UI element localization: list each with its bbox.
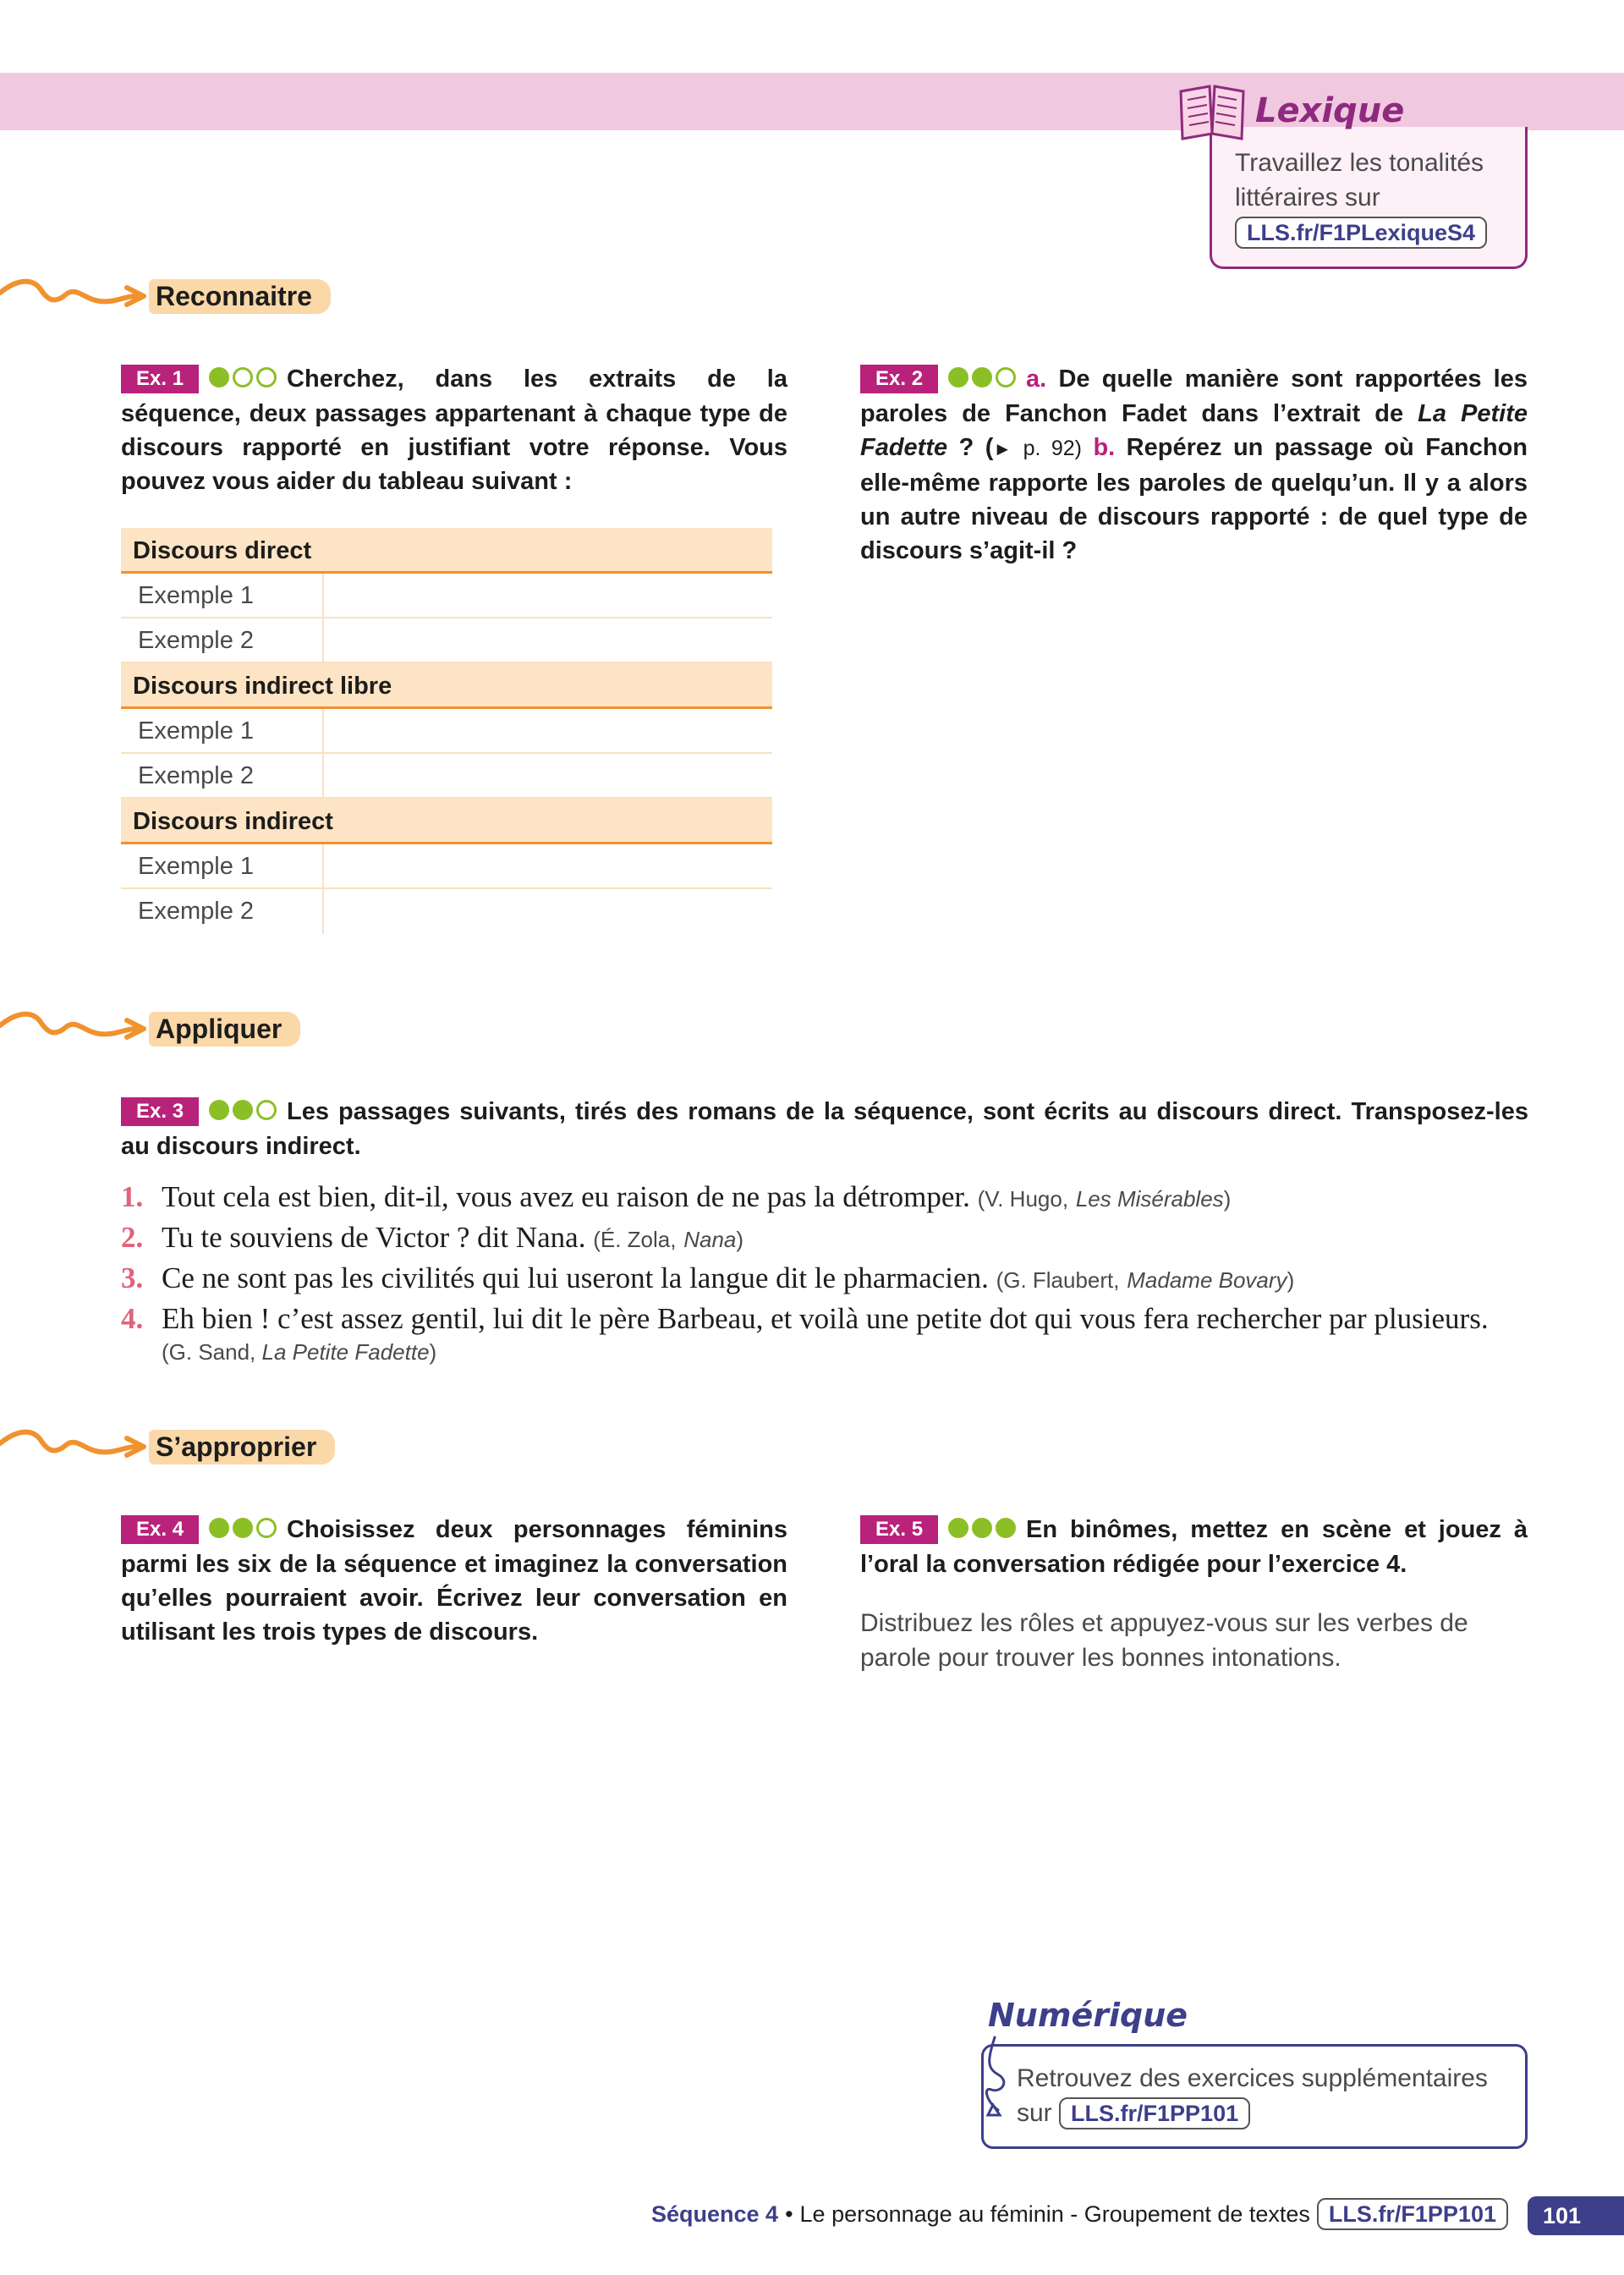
dot-filled: [233, 1518, 253, 1538]
table-row: [121, 844, 772, 889]
dot-filled: [209, 1518, 229, 1538]
exercise-text: De quelle manière sont rapportées les paroles de Fanchon Fadet dans l’extrait de: [860, 365, 1528, 427]
quote-text: Ce ne sont pas les civilités qui lui useront la langue dit le pharmacien.: [162, 1261, 989, 1294]
exercise-5-tip: Distribuez les rôles et appuyez-vous sur les verbes de parole pour trouver les bonnes intonations.: [860, 1609, 1468, 1672]
dot-empty: [233, 367, 253, 387]
list-item: [121, 1259, 1528, 1300]
list-item: [121, 1178, 1528, 1218]
table-row-label: Exemple 2: [121, 889, 324, 934]
question-letter-b: b.: [1093, 434, 1116, 461]
quote-text: Tu te souviens de Victor ? dit Nana.: [162, 1221, 586, 1254]
exercise-text: ): [1074, 437, 1082, 460]
exercise-4: [121, 1513, 787, 1649]
lexique-description: Travaillez les tonalités littéraires sur: [1235, 149, 1484, 212]
arrow-icon: ►: [993, 438, 1012, 459]
section-appliquer: [0, 1003, 300, 1054]
book-title: La Petite Fadette: [860, 400, 1528, 461]
table-row: [121, 754, 772, 799]
exercise-1: [121, 362, 787, 498]
table-group-head: Discours direct: [121, 528, 772, 574]
lexique-text: [1235, 146, 1514, 250]
quote-text: Tout cela est bien, dit-il, vous avez eu raison de ne pas la détromper.: [162, 1180, 970, 1213]
section-reconnaitre: [0, 271, 331, 321]
exercise-text: Repérez un passage où Fanchon elle-même rapporte les paroles de quelqu’un. Il y a alors un autre niveau de discours rapporté : de quel type de discours s’agit-il ?: [860, 434, 1528, 564]
table-row-blank: [324, 709, 772, 752]
lexique-link[interactable]: LLS.fr/F1PLexiqueS4: [1235, 217, 1487, 249]
quote-source-line: [162, 1338, 1489, 1366]
dot-empty: [256, 1100, 277, 1120]
table-row-blank: [324, 844, 772, 887]
list-text-wrap: [162, 1178, 1231, 1218]
question-letter-a: a.: [1026, 365, 1047, 393]
quote-author: (É. Zola,: [593, 1227, 677, 1252]
exercise-tag: Ex. 3: [121, 1097, 199, 1126]
difficulty-dots: [948, 1514, 1019, 1547]
quote-close: ): [1223, 1186, 1232, 1212]
exercise-text: Les passages suivants, tirés des romans de la séquence, sont écrits au discours direct. Transposez-les au discours indirect.: [121, 1098, 1528, 1160]
table-row: [121, 889, 772, 934]
exercise-tag: Ex. 1: [121, 365, 199, 393]
section-label: Reconnaitre: [149, 279, 331, 314]
hook-icon: [976, 2034, 1018, 2127]
page-reference[interactable]: p. 92: [1023, 437, 1075, 460]
squiggle-arrow-icon: [0, 271, 152, 321]
list-item: [121, 1218, 1528, 1259]
quote-list: [121, 1178, 1528, 1366]
book-icon: [1176, 80, 1248, 142]
table-row-label: Exemple 2: [121, 754, 324, 797]
list-text-wrap: [162, 1300, 1489, 1366]
exercise-text: Cherchez, dans les extraits de la séquence, deux passages appartenant à chaque type de discours rapporté en justifiant votre réponse. Vous pouvez vous aider du tableau suivant :: [121, 365, 787, 495]
dot-filled: [972, 367, 992, 387]
table-row-label: Exemple 1: [121, 574, 324, 617]
table-row: [121, 574, 772, 618]
dot-filled: [948, 1518, 968, 1538]
quote-work: La Petite Fadette: [261, 1339, 430, 1365]
numerique-title: Numérique: [988, 1997, 1188, 2034]
exercise-text: ? (: [958, 434, 994, 461]
table-group-head: Discours indirect libre: [121, 663, 772, 709]
dot-filled: [209, 367, 229, 387]
list-item: [121, 1300, 1528, 1366]
exercise-5: [860, 1513, 1528, 1581]
table-row-label: Exemple 1: [121, 844, 324, 887]
dot-filled: [996, 1518, 1016, 1538]
footer-bullet: •: [785, 2201, 793, 2227]
dot-empty: [256, 1518, 277, 1538]
difficulty-dots: [209, 1096, 280, 1129]
quote-author: (V. Hugo,: [977, 1186, 1069, 1212]
lexique-header: [1176, 80, 1404, 142]
dot-empty: [996, 367, 1016, 387]
table-row-blank: [324, 889, 772, 934]
numerique-text: [1017, 2061, 1524, 2130]
discourse-table: [121, 528, 772, 934]
section-label: S’approprier: [149, 1430, 335, 1464]
table-row: [121, 618, 772, 663]
footer-link[interactable]: LLS.fr/F1PP101: [1317, 2198, 1508, 2230]
numerique-description: Retrouvez des exercices supplémentaires sur: [1017, 2064, 1488, 2127]
list-text-wrap: [162, 1218, 743, 1259]
difficulty-dots: [209, 363, 280, 397]
exercise-text: Choisissez deux personnages féminins parmi les six de la séquence et imaginez la conversation qu’elles pourraient avoir. Écrivez leur conversation en utilisant les trois types de discours.: [121, 1516, 787, 1646]
dot-filled: [233, 1100, 253, 1120]
squiggle-arrow-icon: [0, 1003, 152, 1054]
lexique-title: Lexique: [1255, 91, 1405, 130]
difficulty-dots: [948, 363, 1019, 397]
dot-filled: [209, 1100, 229, 1120]
quote-close: ): [1287, 1267, 1295, 1293]
table-group-head: Discours indirect: [121, 799, 772, 844]
list-text-wrap: [162, 1259, 1294, 1300]
quote-work: Nana: [683, 1227, 737, 1252]
exercise-tag: Ex. 5: [860, 1515, 938, 1544]
quote-work: Madame Bovary: [1127, 1267, 1287, 1293]
list-number: 4.: [121, 1302, 144, 1335]
section-sapproprier: [0, 1421, 335, 1472]
table-row-blank: [324, 574, 772, 617]
quote-text: Eh bien ! c’est assez gentil, lui dit le père Barbeau, et voilà une petite dot qui vous fera rechercher par plusieurs.: [162, 1302, 1489, 1335]
dot-empty: [256, 367, 277, 387]
exercise-2: [860, 362, 1528, 568]
numerique-link[interactable]: LLS.fr/F1PP101: [1059, 2097, 1250, 2129]
table-row: [121, 709, 772, 754]
quote-author: (G. Sand,: [162, 1339, 256, 1365]
quote-close: ): [736, 1227, 744, 1252]
dot-filled: [948, 367, 968, 387]
quote-close: ): [429, 1339, 437, 1365]
difficulty-dots: [209, 1514, 280, 1547]
list-number: 2.: [121, 1221, 144, 1254]
list-number: 1.: [121, 1180, 144, 1213]
dot-filled: [972, 1518, 992, 1538]
footer-sequence: Séquence 4: [651, 2201, 779, 2227]
footer-subtitle: Le personnage au féminin - Groupement de textes: [799, 2201, 1310, 2227]
page-number: 101: [1528, 2196, 1624, 2235]
exercise-tag: Ex. 4: [121, 1515, 199, 1544]
exercise-text: En binômes, mettez en scène et jouez à l’oral la conversation rédigée pour l’exercice 4.: [860, 1516, 1528, 1578]
quote-work: Les Misérables: [1075, 1186, 1224, 1212]
list-number: 3.: [121, 1261, 144, 1294]
section-label: Appliquer: [149, 1012, 300, 1047]
quote-author: (G. Flaubert,: [996, 1267, 1120, 1293]
table-row-blank: [324, 618, 772, 662]
table-row-label: Exemple 1: [121, 709, 324, 752]
exercise-3: [121, 1095, 1528, 1163]
footer: [651, 2198, 1508, 2230]
table-row-blank: [324, 754, 772, 797]
squiggle-arrow-icon: [0, 1421, 152, 1472]
table-row-label: Exemple 2: [121, 618, 324, 662]
exercise-tag: Ex. 2: [860, 365, 938, 393]
